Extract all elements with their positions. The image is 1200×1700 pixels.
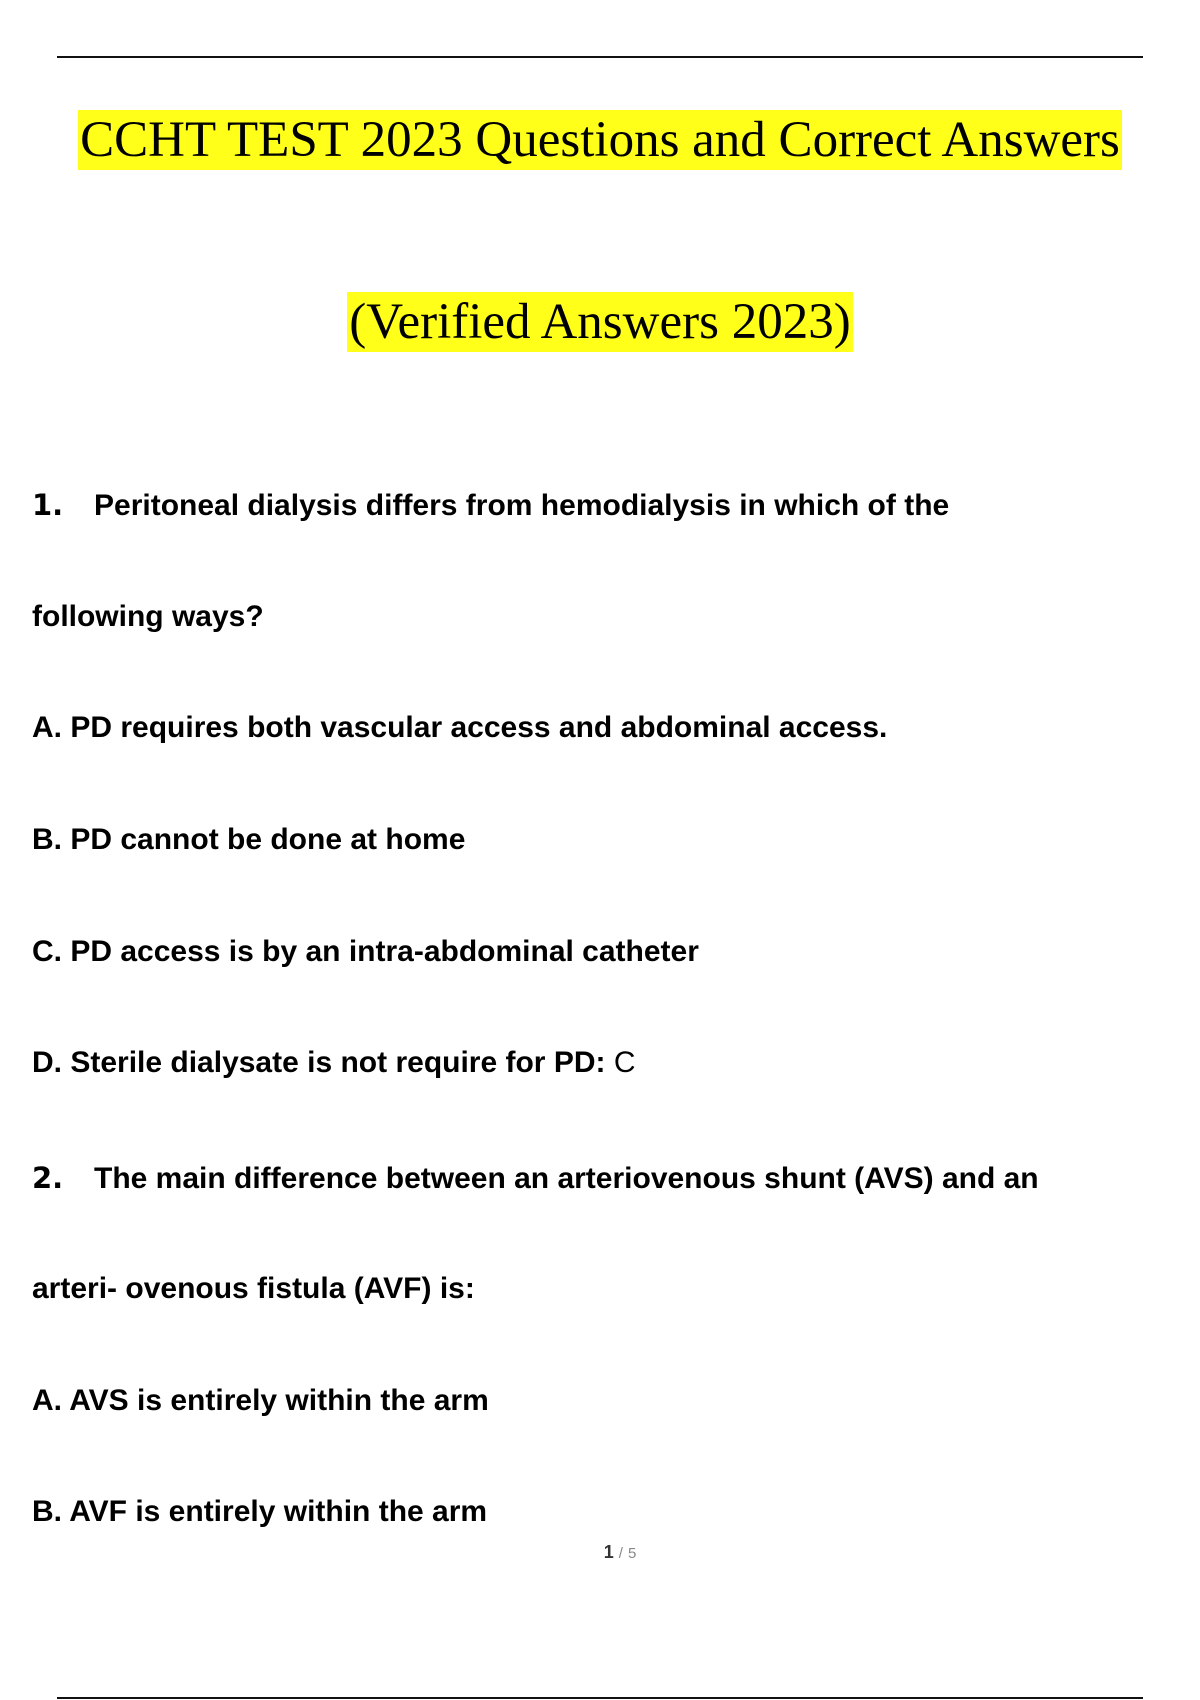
- document-title: [0, 110, 1200, 170]
- question-2-stem-line-1: [32, 1160, 1039, 1197]
- top-rule: [57, 56, 1143, 58]
- page-indicator: [0, 1542, 1200, 1563]
- question-1-stem-line-1: [32, 487, 949, 524]
- question-1-stem-line-2: following ways?: [32, 600, 264, 633]
- question-1-option-a: A. PD requires both vascular access and abdominal access.: [32, 711, 888, 744]
- question-1-answer: C: [613, 1046, 636, 1079]
- question-2-number: 2.: [32, 1161, 64, 1195]
- total-pages: 5: [627, 1545, 637, 1562]
- current-page: 1: [603, 1542, 614, 1562]
- bottom-rule: [57, 1697, 1143, 1699]
- question-1-option-d: [32, 1045, 636, 1081]
- question-2-stem-text: The main difference between an arteriovenous shunt (AVS) and an: [94, 1162, 1039, 1195]
- subtitle-highlight: (Verified Answers 2023): [349, 294, 851, 350]
- title-highlight: CCHT TEST 2023 Questions and Correct Answers: [80, 112, 1120, 168]
- question-1-option-b: B. PD cannot be done at home: [32, 823, 466, 856]
- question-1-number: 1.: [32, 488, 64, 522]
- question-1-option-c: C. PD access is by an intra-abdominal catheter: [32, 935, 699, 968]
- question-2-option-b: B. AVF is entirely within the arm: [32, 1495, 488, 1528]
- question-2-stem-line-2: arteri- ovenous fistula (AVF) is:: [32, 1272, 475, 1305]
- question-1-option-d-text: D. Sterile dialysate is not require for PD:: [32, 1046, 606, 1079]
- page-separator: /: [618, 1545, 623, 1562]
- question-2-option-a: A. AVS is entirely within the arm: [32, 1384, 489, 1417]
- question-1-stem-text: Peritoneal dialysis differs from hemodialysis in which of the: [94, 489, 950, 522]
- document-subtitle: [0, 292, 1200, 352]
